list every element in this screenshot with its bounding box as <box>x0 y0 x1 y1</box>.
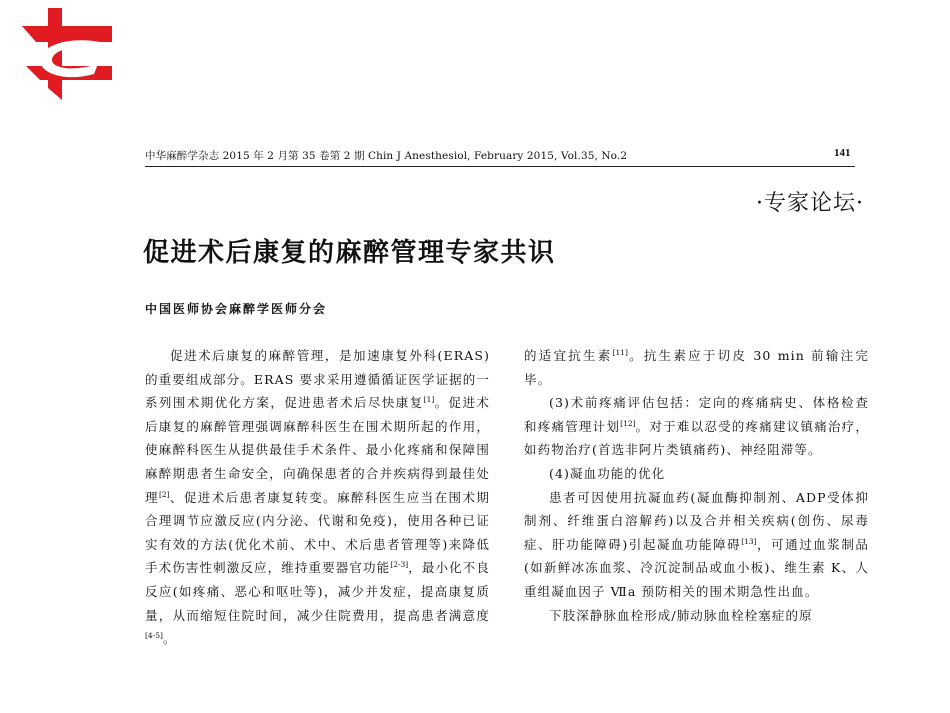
journal-logo-icon <box>22 8 112 100</box>
text: ，可通过血浆制品(如新鲜冰冻血浆、冷沉淀制品或血小板)、维生素 K、人重组凝血因子 Ⅶa 预防相关的围术期急性出血。 <box>524 536 869 599</box>
text: 。对于难以忍受的疼痛建议镇痛治疗，如药物治疗(首选非阿片类镇痛药)、神经阻滞等。 <box>524 418 870 458</box>
text: 。抗生素应于切皮 30 min 前输注完毕。 <box>524 348 869 387</box>
paragraph <box>524 486 869 604</box>
paragraph <box>145 344 490 651</box>
article-author: 中国医师协会麻醉学医师分会 <box>145 302 328 316</box>
citation[interactable]: [13] <box>741 536 757 546</box>
paragraph <box>524 391 869 462</box>
right-column <box>524 344 869 627</box>
header-divider <box>145 166 855 167</box>
section-label: ·专家论坛· <box>756 191 864 216</box>
paragraph: 下肢深静脉血栓形成/肺动脉血栓栓塞症的原 <box>549 607 813 623</box>
text: 促进术后康复的麻醉管理，是加速康复外科(ERAS)的重要组成部分。ERAS 要求采用遵循循证医学证据的一系列围术期优化方案，促进患者术后尽快康复 <box>145 348 490 411</box>
page-number: 141 <box>834 147 851 159</box>
text: ，最小化不良反应(如疼痛、恶心和呕吐等)，减少并发症，提高康复质量，从而缩短住院时间，减少住院费用，提高患者满意度 <box>145 560 490 623</box>
text: 、促进术后患者康复转变。麻醉科医生应当在围术期合理调节应激反应(内分泌、代谢和免疫)，使用各种已证实有效的方法(优化术前、术中、术后患者管理等)来降低手术伤害性刺激反应，维持重要器官功能 <box>145 489 490 576</box>
left-column <box>145 344 490 651</box>
subheading: (4)凝血功能的优化 <box>549 465 666 481</box>
journal-header: 中华麻醉学杂志 2015 年 2 月第 35 卷第 2 期 Chin J Anesthesiol, February 2015, Vol.35, No.2 <box>145 150 628 162</box>
citation[interactable]: [11] <box>612 347 628 357</box>
text: 。 <box>162 631 177 647</box>
citation[interactable]: [12] <box>620 418 636 428</box>
text: 。促进术后康复的麻醉管理强调麻醉科医生在围术期所起的作用，使麻醉科医生从提供最佳手术条件、最小化疼痛和保障围麻醉期患者生命安全，向确保患者的合并疾病得到最佳处理 <box>145 395 490 505</box>
citation[interactable]: [1] <box>423 395 435 405</box>
article-title: 促进术后康复的麻醉管理专家共识 <box>143 238 556 268</box>
paragraph <box>524 344 869 391</box>
text: 的适宜抗生素 <box>524 348 613 363</box>
citation[interactable]: [4-5] <box>145 630 163 640</box>
text: (3)术前疼痛评估包括：定向的疼痛病史、体格检查和疼痛管理计划 <box>524 395 869 434</box>
citation[interactable]: [2-3] <box>390 560 409 570</box>
citation[interactable]: [2] <box>158 489 170 499</box>
text: 患者可因使用抗凝血药(凝血酶抑制剂、ADP受体抑制剂、纤维蛋白溶解药)以及合并相关疾病(创伤、尿毒症、肝功能障碍)引起凝血功能障碍 <box>524 489 869 552</box>
